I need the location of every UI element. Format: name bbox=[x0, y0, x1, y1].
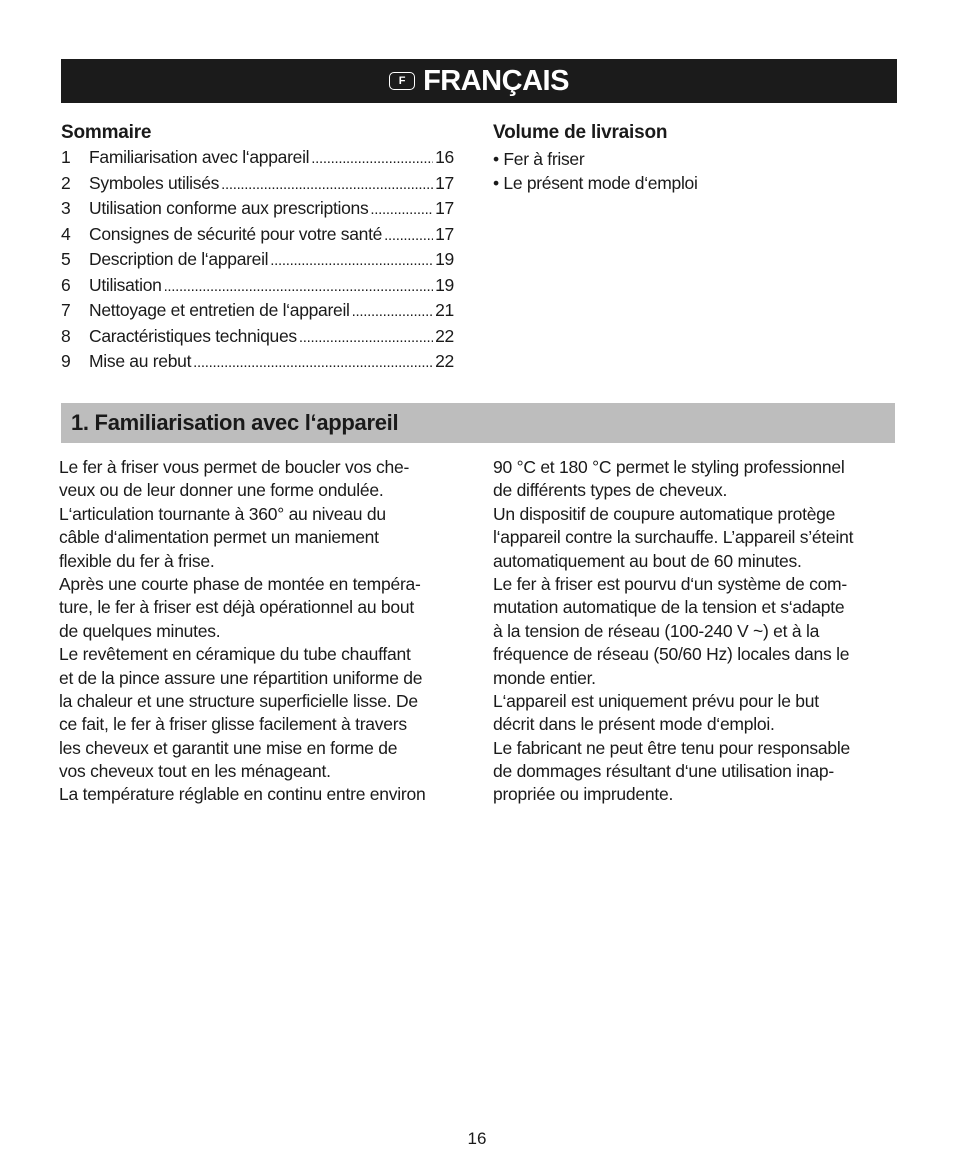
body-text-line: Le revêtement en céramique du tube chauffant bbox=[59, 644, 411, 665]
toc-item-page: 17 bbox=[435, 172, 454, 193]
body-text-line: décrit dans le présent mode d‘emploi. bbox=[493, 714, 775, 735]
body-text-line: Après une courte phase de montée en tempéra- bbox=[59, 573, 421, 594]
toc-leader-dots bbox=[370, 201, 433, 218]
toc-item-number: 4 bbox=[61, 223, 71, 244]
body-column-right bbox=[493, 456, 903, 807]
toc-item-number: 1 bbox=[61, 147, 71, 167]
toc-item-label: Utilisation bbox=[89, 274, 162, 295]
toc-leader-dots bbox=[164, 278, 434, 295]
language-badge: F bbox=[389, 72, 415, 90]
body-text-line: ture, le fer à friser est déjà opérationnel au bout bbox=[59, 597, 414, 618]
body-text-line: et de la pince assure une répartition uniforme de bbox=[59, 667, 423, 688]
toc-item-label: Description de l‘appareil bbox=[89, 249, 269, 269]
toc-item bbox=[61, 351, 454, 377]
body-text-line: la chaleur et une structure superficielle lisse. De bbox=[59, 690, 418, 711]
delivery-contents bbox=[493, 121, 893, 195]
toc-item-number: 9 bbox=[61, 351, 71, 371]
body-text-line: L‘appareil est uniquement prévu pour le but bbox=[493, 690, 819, 711]
toc-item bbox=[61, 249, 454, 275]
delivery-item: • Fer à friser bbox=[493, 147, 893, 171]
body-text-line: veux ou de leur donner une forme ondulée. bbox=[59, 480, 384, 501]
toc-item-label: Utilisation conforme aux prescriptions bbox=[89, 198, 369, 218]
toc-item-label: Caractéristiques techniques bbox=[89, 325, 297, 346]
body-text-line: mutation automatique de la tension et s‘adapte bbox=[493, 597, 845, 618]
toc-item-page: 21 bbox=[435, 300, 454, 320]
toc-leader-dots bbox=[311, 150, 433, 167]
body-text-line: Le fer à friser est pourvu d‘un système de com- bbox=[493, 573, 847, 594]
toc-leader-dots bbox=[193, 354, 433, 371]
body-text-line: propriée ou imprudente. bbox=[493, 784, 674, 805]
toc-item bbox=[61, 275, 454, 301]
toc-item bbox=[61, 173, 454, 199]
toc-item-number: 8 bbox=[61, 325, 71, 346]
body-text-line: Le fabricant ne peut être tenu pour responsable bbox=[493, 737, 850, 758]
toc-item bbox=[61, 198, 454, 224]
toc-item-label: Nettoyage et entretien de l‘appareil bbox=[89, 300, 350, 320]
language-title: FRANÇAIS bbox=[423, 64, 569, 97]
toc-item-page: 17 bbox=[435, 223, 454, 244]
toc-item-number: 3 bbox=[61, 198, 71, 218]
language-header bbox=[61, 59, 897, 103]
toc-item-page: 22 bbox=[435, 351, 454, 371]
toc-item bbox=[61, 326, 454, 352]
body-text-line: ce fait, le fer à friser glisse facilement à travers bbox=[59, 714, 407, 735]
toc-item bbox=[61, 147, 454, 173]
body-text-line: à la tension de réseau (100-240 V ~) et à la bbox=[493, 620, 820, 641]
toc-item bbox=[61, 224, 454, 250]
body-text-line: flexible du fer à frise. bbox=[59, 550, 215, 571]
toc-item-page: 19 bbox=[435, 274, 454, 295]
body-text-line: vos cheveux tout en les ménageant. bbox=[59, 761, 331, 782]
toc-item-number: 5 bbox=[61, 249, 71, 269]
body-text-line: automatiquement au bout de 60 minutes. bbox=[493, 550, 802, 571]
toc-item-page: 16 bbox=[435, 147, 454, 167]
toc-item-page: 17 bbox=[435, 198, 454, 218]
toc-item-label: Symboles utilisés bbox=[89, 172, 220, 193]
body-text-line: fréquence de réseau (50/60 Hz) locales dans le bbox=[493, 644, 850, 665]
delivery-list bbox=[493, 147, 893, 195]
body-text-line: de différents types de cheveux. bbox=[493, 480, 728, 501]
toc-item-label: Familiarisation avec l‘appareil bbox=[89, 147, 310, 167]
body-column-left bbox=[59, 456, 469, 807]
toc-list bbox=[61, 147, 454, 377]
toc-item-page: 22 bbox=[435, 325, 454, 346]
toc-item-number: 2 bbox=[61, 172, 71, 193]
toc-leader-dots bbox=[352, 303, 433, 320]
table-of-contents bbox=[61, 121, 454, 377]
delivery-item: • Le présent mode d‘emploi bbox=[493, 171, 893, 195]
body-text-line: 90 °C et 180 °C permet le styling professionnel bbox=[493, 457, 845, 477]
body-text-line: La température réglable en continu entre environ bbox=[59, 784, 426, 805]
toc-item-page: 19 bbox=[435, 249, 454, 269]
toc-item-number: 7 bbox=[61, 300, 71, 320]
toc-leader-dots bbox=[221, 176, 433, 193]
toc-heading: Sommaire bbox=[61, 122, 152, 143]
toc-item-label: Mise au rebut bbox=[89, 351, 192, 371]
body-text-line: Le fer à friser vous permet de boucler vos che- bbox=[59, 457, 410, 477]
toc-item-label: Consignes de sécurité pour votre santé bbox=[89, 223, 383, 244]
body-text-line: les cheveux et garantit une mise en forme de bbox=[59, 737, 398, 758]
body-text-line: monde entier. bbox=[493, 667, 596, 688]
body-text-line: Un dispositif de coupure automatique protège bbox=[493, 503, 836, 524]
section-title: 1. Familiarisation avec l‘appareil bbox=[71, 410, 399, 435]
body-text-line: de dommages résultant d‘une utilisation inap- bbox=[493, 761, 834, 782]
body-text-line: l‘appareil contre la surchauffe. L’appareil s’éteint bbox=[493, 527, 854, 548]
toc-leader-dots bbox=[299, 329, 433, 346]
toc-leader-dots bbox=[270, 252, 433, 269]
section-header bbox=[61, 403, 895, 443]
toc-leader-dots bbox=[384, 227, 433, 244]
body-text-line: L‘articulation tournante à 360° au niveau du bbox=[59, 503, 386, 524]
toc-item bbox=[61, 300, 454, 326]
body-text-line: de quelques minutes. bbox=[59, 620, 221, 641]
page-number: 16 bbox=[467, 1129, 487, 1148]
delivery-heading: Volume de livraison bbox=[493, 122, 668, 143]
body-text-line: câble d‘alimentation permet un maniement bbox=[59, 527, 379, 548]
toc-item-number: 6 bbox=[61, 274, 71, 295]
